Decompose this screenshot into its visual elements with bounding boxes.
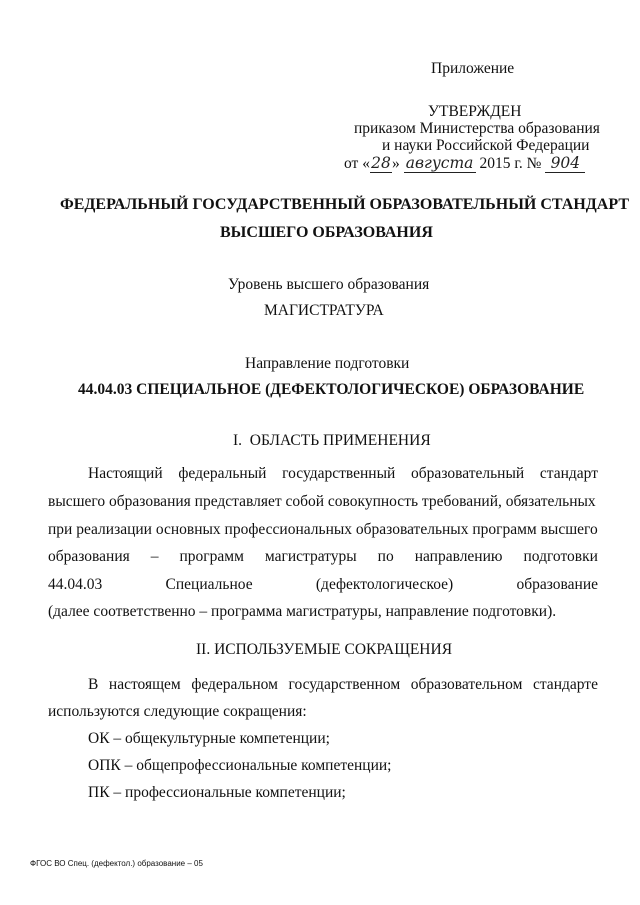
word: федеральный <box>178 465 267 482</box>
word: стандарт <box>539 465 598 482</box>
date-prefix: от « <box>344 155 370 172</box>
word: образования <box>48 548 130 565</box>
date-close-quote: » <box>391 155 400 172</box>
word: магистратуры <box>264 548 357 565</box>
direction-label: Направление подготовки <box>245 355 410 372</box>
approval-date-line <box>344 154 585 173</box>
section-2-line-1 <box>88 676 598 694</box>
approval-line-2: и науки Российской Федерации <box>382 137 590 154</box>
word: – <box>150 548 159 565</box>
section-1-line-1 <box>88 465 598 483</box>
date-year: 2015 г. № <box>479 155 542 172</box>
section-1-heading: I. ОБЛАСТЬ ПРИМЕНЕНИЯ <box>233 432 431 449</box>
word: стандарте <box>532 676 598 693</box>
document-title-line-1: ФЕДЕРАЛЬНЫЙ ГОСУДАРСТВЕННЫЙ ОБРАЗОВАТЕЛЬНЫЙ СТАНДАРТ <box>60 196 629 213</box>
word: настоящем <box>108 676 181 693</box>
word: образовательный <box>411 465 525 482</box>
section-1-line-5 <box>48 576 598 594</box>
section-1-line-4 <box>48 548 598 566</box>
word: В <box>88 676 99 693</box>
page-footer: ФГОС ВО Спец. (дефектол.) образование – 05 <box>30 859 203 868</box>
word: Специальное <box>165 576 253 593</box>
word: государственный <box>282 465 396 482</box>
word: федеральном <box>191 676 278 693</box>
level-label: Уровень высшего образования <box>228 276 430 293</box>
approval-line-1: приказом Министерства образования <box>354 120 600 137</box>
word: 44.04.03 <box>48 576 103 593</box>
word: подготовки <box>523 548 598 565</box>
approved-label: УТВЕРЖДЕН <box>428 103 522 120</box>
word: Настоящий <box>88 465 163 482</box>
word: образование <box>516 576 598 593</box>
abbreviation-item: ОК – общекультурные компетенции; <box>88 730 330 747</box>
level-value: МАГИСТРАТУРА <box>264 302 384 319</box>
word: государственном <box>288 676 401 693</box>
document-title-line-2: ВЫСШЕГО ОБРАЗОВАНИЯ <box>220 224 433 241</box>
abbreviation-item: ОПК – общепрофессиональные компетенции; <box>88 757 392 774</box>
word: образовательном <box>410 676 523 693</box>
section-1-line-3: при реализации основных профессиональных образовательных программ высшего <box>48 521 598 538</box>
abbreviation-item: ПК – профессиональные компетенции; <box>88 784 346 801</box>
handwritten-number: 904 <box>545 154 585 173</box>
direction-value: 44.04.03 СПЕЦИАЛЬНОЕ (ДЕФЕКТОЛОГИЧЕСКОЕ) ОБРАЗОВАНИЕ <box>78 381 585 398</box>
word: программ <box>179 548 244 565</box>
appendix-label: Приложение <box>431 60 515 77</box>
handwritten-day: 28 <box>371 154 391 172</box>
section-1-line-2: высшего образования представляет собой совокупность требований, обязательных <box>48 493 596 510</box>
section-2-heading: II. ИСПОЛЬЗУЕМЫЕ СОКРАЩЕНИЯ <box>196 641 453 658</box>
word: по <box>377 548 394 565</box>
word: (дефектологическое) <box>315 576 454 593</box>
word: направлению <box>414 548 503 565</box>
section-2-line-2: используются следующие сокращения: <box>48 703 307 720</box>
section-1-line-6: (далее соответственно – программа магистратуры, направление подготовки). <box>48 603 557 620</box>
handwritten-month: августа <box>404 154 476 173</box>
